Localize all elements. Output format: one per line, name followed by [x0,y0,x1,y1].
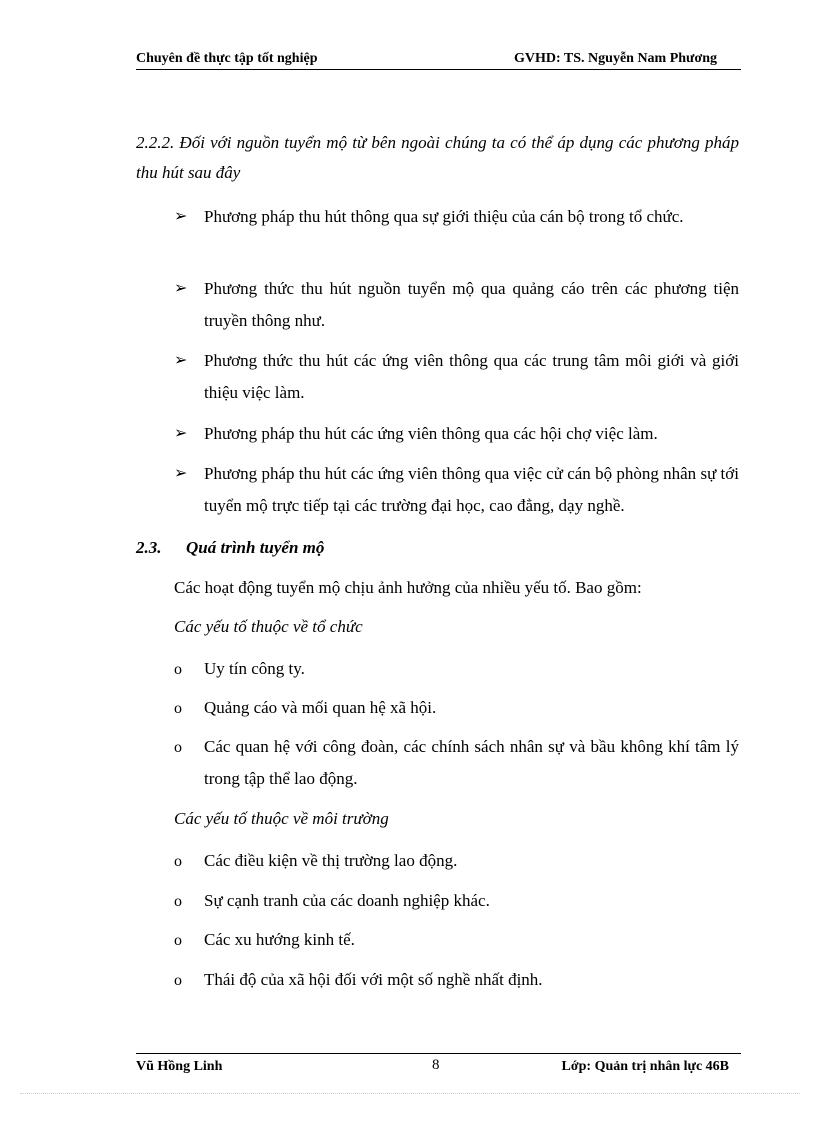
arrow-list-item-text: Phương thức thu hút các ứng viên thông qua các trung tâm môi giới và giới thiệu việc làm. [204,351,739,402]
circle-list-item-text: Các xu hướng kinh tế. [204,930,355,949]
arrow-bullet-icon: ➢ [174,425,188,442]
arrow-list-item [174,418,739,450]
circle-list-item-text: Các quan hệ với công đoàn, các chính sách nhân sự và bầu không khí tâm lý trong tập thể lao động. [204,737,739,788]
arrow-bullet-icon: ➢ [174,280,188,297]
arrow-bullet-icon: ➢ [174,208,188,225]
circle-bullet-icon: o [174,739,182,756]
page-header [136,50,741,70]
page-number: 8 [432,1057,440,1073]
circle-bullet-icon: o [174,700,182,717]
arrow-list-item-text: Phương pháp thu hút các ứng viên thông qua các hội chợ việc làm. [204,424,658,443]
header-supervisor: GVHD: TS. Nguyễn Nam Phương [514,51,717,66]
intro-paragraph: 2.2.2. Đối với nguồn tuyển mộ từ bên ngoài chúng ta có thể áp dụng các phương pháp thu hút sau đây [136,133,739,182]
arrow-list-item [174,458,739,522]
circle-list-item [174,653,739,685]
footer-class: Lớp: Quản trị nhân lực 46B [561,1059,729,1074]
circle-bullet-icon: o [174,853,182,870]
arrow-list-item-text: Phương pháp thu hút thông qua sự giới thiệu của cán bộ trong tổ chức. [204,207,684,226]
circle-list-item [174,964,739,996]
circle-list-item [174,692,739,724]
circle-bullet-icon: o [174,972,182,989]
arrow-list-item-text: Phương pháp thu hút các ứng viên thông qua việc cử cán bộ phòng nhân sự tới tuyển mộ trực tiếp tại các trường đại học, cao đẳng, dạy nghề. [204,464,739,515]
circle-bullet-icon: o [174,893,182,910]
footer-author: Vũ Hồng Linh [136,1059,223,1074]
arrow-list-item [174,273,739,337]
arrow-list-item [174,201,739,233]
circle-list-item [174,924,739,956]
page-edge-divider [20,1093,800,1094]
arrow-bullet-icon: ➢ [174,352,188,369]
section-title: Quá trình tuyển mộ [186,538,325,557]
group-heading-organization: Các yếu tố thuộc về tổ chức [174,617,363,636]
circle-bullet-icon: o [174,661,182,678]
section-number: 2.3. [136,538,162,557]
circle-list-item-text: Uy tín công ty. [204,659,305,678]
circle-bullet-icon: o [174,932,182,949]
group-heading-environment: Các yếu tố thuộc về môi trường [174,809,389,828]
arrow-list-item [174,345,739,409]
arrow-list-item-text: Phương thức thu hút nguồn tuyển mộ qua quảng cáo trên các phương tiện truyền thông như. [204,279,739,330]
lead-paragraph: Các hoạt động tuyển mộ chịu ảnh hưởng của nhiều yếu tố. Bao gồm: [174,578,642,597]
circle-list-item-text: Thái độ của xã hội đối với một số nghề nhất định. [204,970,543,989]
circle-list-item [174,885,739,917]
page-footer [136,1053,741,1076]
section-heading [136,535,324,561]
circle-list-item-text: Quảng cáo và mối quan hệ xã hội. [204,698,437,717]
circle-list-item [174,731,739,795]
arrow-bullet-icon: ➢ [174,465,188,482]
circle-list-item [174,845,739,877]
circle-list-item-text: Sự cạnh tranh của các doanh nghiệp khác. [204,891,490,910]
header-report-title: Chuyên đề thực tập tốt nghiệp [136,51,318,66]
circle-list-item-text: Các điều kiện về thị trường lao động. [204,851,458,870]
